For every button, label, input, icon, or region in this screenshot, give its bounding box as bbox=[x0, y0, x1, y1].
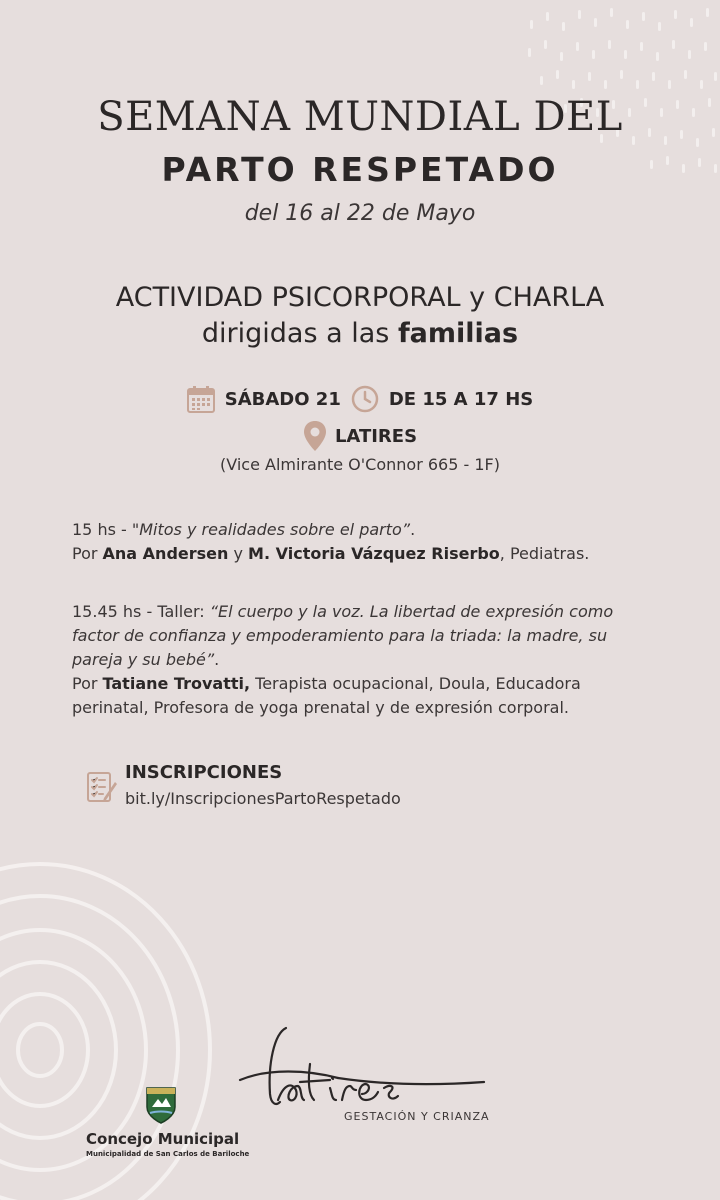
clock-icon bbox=[351, 385, 379, 413]
program-title: "Mitos y realidades sobre el parto” bbox=[131, 520, 411, 539]
activity-line2a: dirigidas a las bbox=[201, 318, 398, 349]
date-time-row bbox=[0, 384, 720, 414]
speaker-name: Tatiane Trovatti, bbox=[102, 674, 251, 693]
form-icon bbox=[86, 770, 118, 804]
activity-part2: y bbox=[460, 282, 494, 313]
decorative-rings bbox=[0, 860, 240, 1200]
latires-logo bbox=[238, 1024, 488, 1114]
concejo-name: Concejo Municipal bbox=[86, 1130, 240, 1148]
concejo-shield-icon bbox=[144, 1085, 178, 1125]
speaker-role: Terapista ocupacional, Doula, Educadora perinatal, Profesora de yoga prenatal y de expresión corporal. bbox=[72, 674, 581, 717]
program-punct: . bbox=[410, 520, 416, 539]
latires-subtitle: GESTACIÓN Y CRIANZA bbox=[344, 1110, 490, 1123]
title-line-1: SEMANA MUNDIAL DEL bbox=[97, 94, 623, 140]
activity-part1: ACTIVIDAD PSICORPORAL bbox=[115, 282, 461, 313]
title-line-2: PARTO RESPETADO bbox=[161, 150, 559, 189]
inscripciones-title: INSCRIPCIONES bbox=[125, 762, 283, 783]
event-dates: del 16 al 22 de Mayo bbox=[244, 201, 476, 226]
speaker-name: Ana Andersen bbox=[102, 544, 229, 563]
event-place: LATIRES bbox=[334, 425, 418, 447]
location-pin-icon bbox=[303, 420, 327, 452]
event-address: (Vice Almirante O'Connor 665 - 1F) bbox=[220, 455, 500, 474]
concejo-subtitle: Municipalidad de San Carlos de Bariloche bbox=[86, 1150, 250, 1158]
activity-part3: CHARLA bbox=[493, 282, 605, 313]
program-time: 15 hs - bbox=[72, 520, 132, 539]
program-and: y bbox=[228, 544, 249, 563]
inscripciones-link[interactable]: bit.ly/InscripcionesPartoRespetado bbox=[125, 789, 401, 808]
activity-heading bbox=[0, 280, 720, 352]
program-by: Por bbox=[72, 674, 103, 693]
activity-line2b: familias bbox=[397, 318, 519, 349]
program-item-1 bbox=[72, 518, 672, 566]
program-punct: . bbox=[214, 650, 220, 669]
speaker-role: , Pediatras. bbox=[499, 544, 590, 563]
calendar-icon bbox=[187, 385, 215, 413]
event-time: DE 15 A 17 HS bbox=[388, 388, 534, 410]
program-title: “El cuerpo y la voz. La libertad de expresión como factor de confianza y empoderamiento para la triada: la madre, su pareja y su bebé” bbox=[72, 602, 614, 669]
location-row bbox=[0, 420, 720, 452]
program-item-2 bbox=[72, 600, 652, 720]
speaker-name: M. Victoria Vázquez Riserbo bbox=[248, 544, 500, 563]
event-day: SÁBADO 21 bbox=[224, 388, 341, 410]
program-by: Por bbox=[72, 544, 103, 563]
program-time: 15.45 hs - Taller: bbox=[72, 602, 210, 621]
